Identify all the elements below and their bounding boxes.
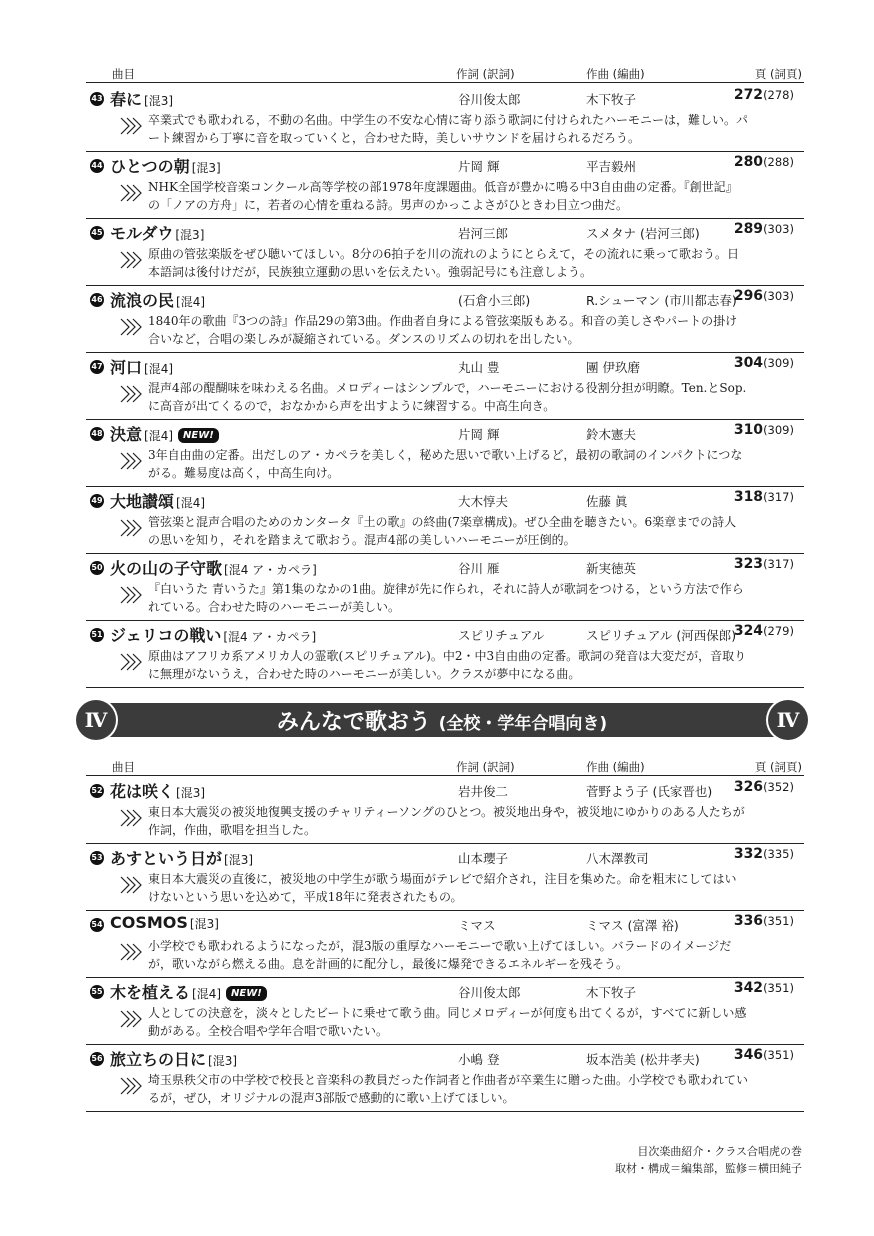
- composer: 木下牧子: [586, 92, 637, 107]
- song-entry: [86, 843, 804, 911]
- page-ref: [734, 355, 794, 371]
- voice-type: [混4]: [144, 429, 174, 443]
- song-title: ジェリコの戦い: [110, 626, 222, 645]
- page-ref: [734, 913, 794, 929]
- song-title: 火の山の子守歌: [110, 559, 223, 578]
- page-number: 332: [733, 846, 764, 862]
- voice-type: [混4]: [192, 987, 222, 1001]
- composer: 鈴木憲夫: [586, 427, 637, 442]
- entry-number: 53: [90, 851, 104, 865]
- song-entry: [86, 84, 804, 152]
- column-header: [86, 66, 804, 83]
- lyricist: 谷川俊太郎: [458, 985, 521, 1000]
- song-entry: [86, 620, 804, 688]
- page-ref: [734, 87, 794, 103]
- composer: 新実徳英: [586, 561, 637, 576]
- triple-chevron-icon: [120, 875, 142, 895]
- entry-number: 48: [90, 427, 104, 441]
- page-ref: [734, 556, 794, 572]
- entry-number: 43: [90, 92, 104, 106]
- composer: 菅野よう子 (氏家晋也): [586, 784, 713, 799]
- song-title-row: [110, 623, 316, 646]
- lyricist: 丸山 豊: [458, 360, 500, 375]
- voice-type: [混4 ア・カペラ]: [224, 563, 317, 577]
- composer: 團 伊玖磨: [586, 360, 640, 375]
- song-description: 1840年の歌曲『3つの詩』作品29の第3曲。作曲者自身による管弦楽版もある。和音の美しさやパートの掛け合いなど，合唱の楽しみが凝縮されている。ダンスのリズムの切れを出したい。: [148, 314, 738, 346]
- song-description: 混声4部の醍醐味を味わえる名曲。メロディーはシンプルで，ハーモニーにおける役割分担が明瞭。Ten.とSop.に高音が出てくるので，おなかから声を出すように練習する。中高生向き。: [148, 381, 747, 413]
- song-title: 旅立ちの日に: [110, 1050, 207, 1069]
- voice-type: [混3]: [144, 94, 174, 108]
- composer: スメタナ (岩河三郎): [586, 226, 700, 241]
- composer: 木下牧子: [586, 985, 637, 1000]
- song-entry: [86, 218, 804, 286]
- page-ref: [734, 422, 794, 438]
- page-ref: [734, 846, 794, 862]
- page-ref: [734, 1047, 794, 1063]
- song-title: 木を植える: [110, 983, 191, 1002]
- song-title: 河口: [110, 358, 143, 377]
- page-ref: [734, 779, 794, 795]
- entry-number: 47: [90, 360, 104, 374]
- triple-chevron-icon: [120, 1009, 142, 1029]
- composer: 坂本浩美 (松井孝夫): [586, 1052, 700, 1067]
- voice-type: [混4 ア・カペラ]: [223, 630, 317, 644]
- voice-type: [混3]: [189, 917, 219, 931]
- section-title-main: みんなで歌おう: [276, 710, 431, 735]
- voice-type: [混3]: [175, 228, 205, 242]
- section-subtitle: (全校・学年合唱向き): [438, 714, 608, 734]
- lyrics-page-number: (352): [763, 780, 794, 794]
- song-title: 大地讃頌: [110, 492, 175, 511]
- song-title-row: [110, 87, 173, 110]
- voice-type: [混3]: [224, 853, 254, 867]
- triple-chevron-icon: [120, 518, 142, 538]
- song-description: 小学校でも歌われるようになったが，混3版の重厚なハーモニーで歌い上げてほしい。バラードのイメージだが，歌いながら燃える曲。息を計画的に配分し，最後に爆発できるエネルギーを残そう。: [148, 939, 732, 971]
- song-description: 原曲はアフリカ系アメリカ人の霊歌(スピリチュアル)。中2・中3自由曲の定番。歌詞の発音は大変だが，音取りに無理がないうえ，合わせた時のハーモニーが美しい。クラスが夢中になる曲。: [148, 649, 747, 681]
- song-title: 花は咲く: [110, 782, 175, 801]
- page-number: 280: [733, 154, 764, 170]
- header-page: 頁 (詞頁): [754, 67, 802, 81]
- song-description: 3年自由曲の定番。出だしのア・カペラを美しく，秘めた思いで歌い上げるど，最初の歌詞のインパクトにつながる。難易度は高く，中高生向け。: [148, 448, 743, 480]
- page-ref: [734, 221, 794, 237]
- section-banner: [76, 700, 808, 740]
- song-title-row: [110, 154, 221, 177]
- lyrics-page-number: (309): [763, 356, 794, 370]
- song-title: モルダウ: [110, 224, 174, 243]
- composer: スピリチュアル (河西保郎): [586, 628, 737, 643]
- voice-type: [混4]: [176, 295, 206, 309]
- song-description: 管弦楽と混声合唱のためのカンタータ『土の歌』の終曲(7楽章構成)。ぜひ全曲を聴きたい。6楽章までの詩人の思いを知り，それを踏まえて歌おう。混声4部の美しいハーモニーが圧倒的。: [148, 515, 737, 547]
- song-title-row: [110, 556, 317, 579]
- song-title-row: [110, 846, 253, 869]
- section-numeral-right: Ⅳ: [768, 700, 808, 740]
- header-composer: 作曲 (編曲): [586, 67, 645, 81]
- song-title: 春に: [110, 90, 143, 109]
- footer-line1: 目次楽曲紹介・クラス合唱虎の巻: [637, 1145, 802, 1158]
- page-number: 272: [733, 87, 764, 103]
- page-number: 342: [733, 980, 764, 996]
- entry-number: 44: [90, 159, 104, 173]
- song-title-row: [110, 422, 219, 445]
- composer: ミマス (富澤 裕): [586, 918, 679, 933]
- triple-chevron-icon: [120, 652, 142, 672]
- voice-type: [混4]: [144, 362, 174, 376]
- lyrics-page-number: (351): [763, 914, 794, 928]
- entry-number: 46: [90, 293, 104, 307]
- page-number: 318: [733, 489, 764, 505]
- entry-number: 55: [90, 985, 104, 999]
- header-lyricist: 作詞 (訳詞): [456, 760, 515, 774]
- lyricist: 片岡 輝: [458, 159, 500, 174]
- song-title: ひとつの朝: [110, 157, 190, 176]
- page-ref: [734, 623, 794, 639]
- lyricist: (石倉小三郎): [458, 293, 531, 308]
- song-description: 人としての決意を，淡々としたビートに乗せて歌う曲。同じメロディーが何度も出てくるが，すべてに新しい感動がある。全校合唱や学年合唱で歌いたい。: [148, 1006, 747, 1038]
- song-entry: [86, 776, 804, 844]
- header-lyricist: 作詞 (訳詞): [456, 67, 515, 81]
- song-title: 流浪の民: [110, 291, 175, 310]
- lyricist: 小嶋 登: [458, 1052, 500, 1067]
- composer: 平吉毅州: [586, 159, 637, 174]
- lyrics-page-number: (288): [763, 155, 794, 169]
- composer: 八木澤教司: [586, 851, 649, 866]
- page-number: 323: [733, 556, 764, 572]
- lyrics-page-number: (317): [763, 557, 794, 571]
- song-entry: [86, 486, 804, 554]
- new-badge: NEW!: [178, 428, 219, 443]
- page-ref: [734, 288, 794, 304]
- triple-chevron-icon: [120, 183, 142, 203]
- header-page: 頁 (詞頁): [754, 760, 802, 774]
- triple-chevron-icon: [120, 317, 142, 337]
- lyricist: 岩井俊二: [458, 784, 509, 799]
- song-title-row: [110, 1047, 237, 1070]
- song-title-row: [110, 779, 205, 802]
- page-ref: [734, 980, 794, 996]
- song-description: 東日本大震災の直後に，被災地の中学生が歌う場面がテレビで紹介され，注目を集めた。命を粗末にしてはいけないという思いを込めて，平成18年に発表されたもの。: [148, 872, 737, 904]
- lyricist: 岩河三郎: [458, 226, 509, 241]
- entry-number: 56: [90, 1052, 104, 1066]
- header-song: 曲目: [112, 760, 135, 774]
- page-number: 304: [733, 355, 764, 371]
- lyricist: 谷川俊太郎: [458, 92, 521, 107]
- triple-chevron-icon: [120, 116, 142, 136]
- page-number: 326: [733, 779, 764, 795]
- song-entry: [86, 910, 804, 978]
- entry-number: 51: [90, 628, 104, 642]
- song-entry: [86, 553, 804, 621]
- song-entry: [86, 419, 804, 487]
- lyrics-page-number: (317): [763, 490, 794, 504]
- song-description: 東日本大震災の被災地復興支援のチャリティーソングのひとつ。被災地出身や，被災地にゆかりのある人たちが作詞，作曲，歌唱を担当した。: [148, 805, 745, 837]
- song-entry: [86, 352, 804, 420]
- song-title-row: [110, 913, 219, 932]
- song-title-row: [110, 221, 204, 244]
- page-number: 336: [733, 913, 764, 929]
- song-description: NHK全国学校音楽コンクール高等学校の部1978年度課題曲。低音が豊かに鳴る中3自由曲の定番。『創世記』の「ノアの方舟」に，若者の心情を重ねる詩。男声のかっこよさがひときわ目立つ曲だ。: [148, 180, 738, 212]
- song-entry: [86, 285, 804, 353]
- page-number: 346: [733, 1047, 764, 1063]
- lyricist: ミマス: [458, 918, 496, 933]
- lyrics-page-number: (303): [763, 222, 794, 236]
- page-number: 310: [733, 422, 764, 438]
- lyrics-page-number: (309): [763, 423, 794, 437]
- lyrics-page-number: (335): [763, 847, 794, 861]
- song-title-row: [110, 489, 205, 512]
- triple-chevron-icon: [120, 808, 142, 828]
- page-ref: [734, 154, 794, 170]
- header-composer: 作曲 (編曲): [586, 760, 645, 774]
- section-title: [76, 705, 808, 736]
- voice-type: [混4]: [176, 496, 206, 510]
- header-song: 曲目: [112, 67, 135, 81]
- section-numeral-left: Ⅳ: [76, 700, 116, 740]
- lyrics-page-number: (351): [763, 981, 794, 995]
- page-number: 289: [733, 221, 764, 237]
- entry-number: 54: [90, 918, 104, 932]
- triple-chevron-icon: [120, 1076, 142, 1096]
- lyrics-page-number: (278): [763, 88, 794, 102]
- lyrics-page-number: (279): [763, 624, 794, 638]
- footer-line2: 取材・構成＝編集部，監修＝横田純子: [615, 1162, 802, 1175]
- composer: 佐藤 眞: [586, 494, 628, 509]
- footer-credits: [615, 1143, 802, 1177]
- lyrics-page-number: (351): [763, 1048, 794, 1062]
- lyrics-page-number: (303): [763, 289, 794, 303]
- song-title: あすという日が: [110, 849, 223, 868]
- song-title: 決意: [110, 425, 143, 444]
- triple-chevron-icon: [120, 250, 142, 270]
- song-title-row: [110, 355, 173, 378]
- song-description: 『白いうた 青いうた』第1集のなかの1曲。旋律が先に作られ，それに詩人が歌詞をつける，という方法で作られている。合わせた時のハーモニーが美しい。: [148, 582, 744, 614]
- song-description: 埼玉県秩父市の中学校で校長と音楽科の教員だった作詞者と作曲者が卒業生に贈った曲。小学校でも歌われているが，ぜひ，オリジナルの混声3部版で感動的に歌い上げてほしい。: [148, 1073, 749, 1105]
- song-title-row: [110, 288, 205, 311]
- triple-chevron-icon: [120, 384, 142, 404]
- lyricist: 谷川 雁: [458, 561, 500, 576]
- lyricist: 山本瓔子: [458, 851, 509, 866]
- song-entry: [86, 151, 804, 219]
- voice-type: [混3]: [191, 161, 221, 175]
- song-title-row: [110, 980, 267, 1003]
- song-description: 卒業式でも歌われる，不動の名曲。中学生の不安な心情に寄り添う歌詞に付けられたハーモニーは，難しい。パート練習から丁寧に音を取っていくと，合わせた時，美しいサウンドを届けられるだろう。: [148, 113, 749, 145]
- lyricist: スピリチュアル: [458, 628, 545, 643]
- lyricist: 片岡 輝: [458, 427, 500, 442]
- page-number: 324: [733, 623, 764, 639]
- triple-chevron-icon: [120, 942, 142, 962]
- entry-number: 45: [90, 226, 104, 240]
- triple-chevron-icon: [120, 585, 142, 605]
- lyricist: 大木惇夫: [458, 494, 509, 509]
- voice-type: [混3]: [176, 786, 206, 800]
- song-entry: [86, 977, 804, 1045]
- song-title: COSMOS: [110, 913, 188, 932]
- entry-number: 52: [90, 784, 104, 798]
- composer: R.シューマン (市川都志春): [586, 293, 737, 308]
- entry-number: 50: [90, 561, 104, 575]
- column-header: [86, 759, 804, 776]
- page-number: 296: [733, 288, 764, 304]
- song-description: 原曲の管弦楽版をぜひ聴いてほしい。8分の6拍子を川の流れのようにとらえて，その流れに乗って歌おう。日本語詞は後付けだが，民族独立運動の思いを伝えたい。強弱記号にも注意しよう。: [148, 247, 740, 279]
- page-ref: [734, 489, 794, 505]
- triple-chevron-icon: [120, 451, 142, 471]
- new-badge: NEW!: [226, 986, 267, 1001]
- entry-number: 49: [90, 494, 104, 508]
- voice-type: [混3]: [208, 1054, 238, 1068]
- song-entry: [86, 1044, 804, 1112]
